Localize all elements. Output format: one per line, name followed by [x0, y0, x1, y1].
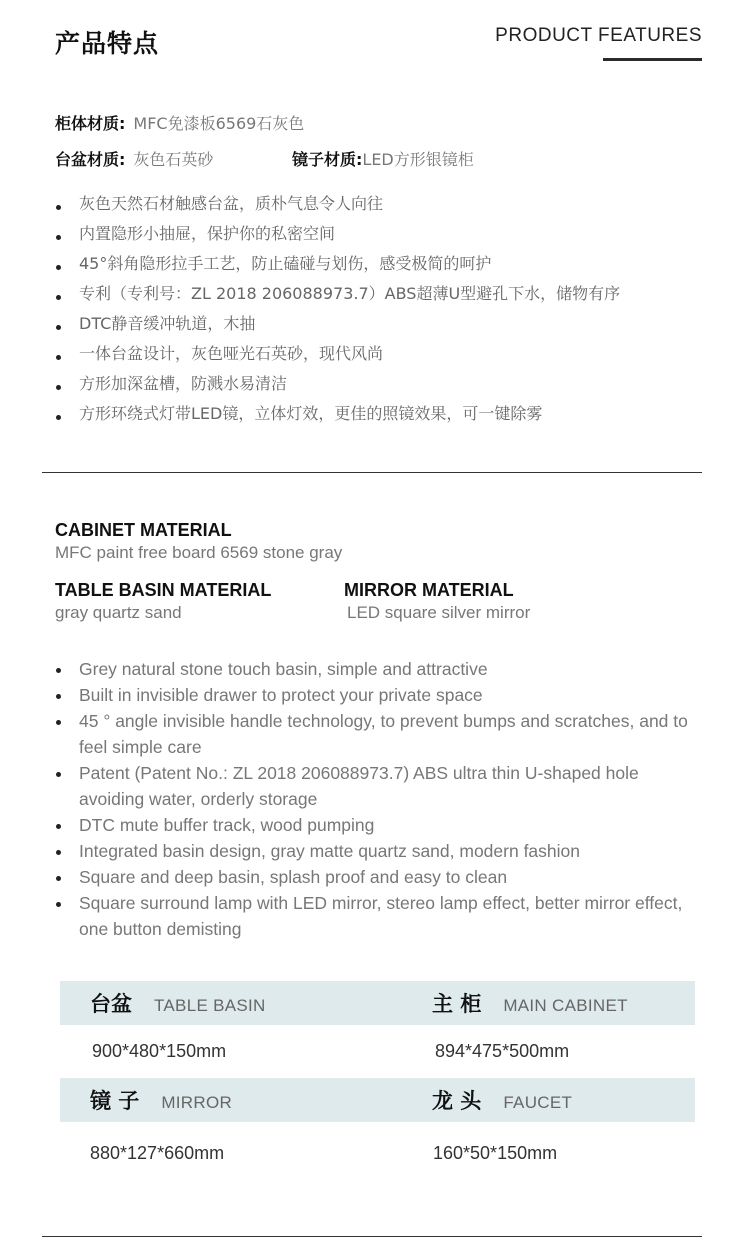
material-specs-cn	[55, 104, 705, 176]
section-divider	[42, 472, 702, 473]
cabinet-heading-en: MAIN CABINET	[503, 996, 628, 1015]
basin-material-label: 台盆材质:	[55, 149, 126, 169]
basin-heading	[90, 988, 266, 1018]
dims-header-row-2	[60, 1078, 695, 1122]
dims-value-row-2	[60, 1122, 695, 1184]
list-item: DTC mute buffer track, wood pumping	[55, 812, 705, 838]
cabinet-material-block	[55, 520, 342, 563]
list-item: 灰色天然石材触感台盆，质朴气息令人向往	[55, 189, 715, 219]
mirror-material-value-en: LED square silver mirror	[347, 603, 531, 622]
list-item: 专利（专利号：ZL 2018 206088973.7）ABS超薄U型避孔下水，储物有序	[55, 279, 715, 309]
dimensions-table	[60, 981, 695, 1184]
feature-list-cn	[55, 189, 715, 429]
list-item: Integrated basin design, gray matte quartz sand, modern fashion	[55, 838, 705, 864]
list-item: DTC静音缓冲轨道，木抽	[55, 309, 715, 339]
basin-material-label-en: TABLE BASIN MATERIAL	[55, 580, 272, 600]
list-item: Square and deep basin, splash proof and easy to clean	[55, 864, 705, 890]
faucet-heading	[432, 1085, 572, 1115]
list-item: Patent (Patent No.: ZL 2018 206088973.7) ABS ultra thin U-shaped hole avoiding water, orderly storage	[55, 760, 705, 812]
basin-heading-en: TABLE BASIN	[154, 996, 266, 1015]
mirror-heading	[90, 1085, 232, 1115]
faucet-heading-cn: 龙 头	[432, 1089, 482, 1113]
mirror-material-value: LED方形银镜柜	[362, 149, 474, 169]
mirror-material-block	[344, 580, 530, 623]
list-item: 方形环绕式灯带LED镜，立体灯效，更佳的照镜效果，可一键除雾	[55, 399, 715, 429]
list-item: 一体台盆设计，灰色哑光石英砂，现代风尚	[55, 339, 715, 369]
mirror-material-label: 镜子材质:	[292, 149, 363, 169]
cabinet-material-label: 柜体材质:	[55, 113, 126, 133]
mirror-dimension: 880*127*660mm	[90, 1142, 225, 1163]
basin-dimension: 900*480*150mm	[92, 1041, 227, 1061]
list-item: 45°斜角隐形拉手工艺，防止磕碰与划伤，感受极简的呵护	[55, 249, 715, 279]
list-item: Built in invisible drawer to protect your private space	[55, 682, 705, 708]
cabinet-dimension: 894*475*500mm	[435, 1041, 570, 1061]
faucet-heading-en: FAUCET	[503, 1093, 573, 1112]
spec-row-cabinet	[55, 104, 705, 140]
basin-heading-cn: 台盆	[90, 992, 132, 1016]
list-item: 45 ° angle invisible handle technology, to prevent bumps and scratches, and to feel simple care	[55, 708, 705, 760]
list-item: 方形加深盆槽，防溅水易清洁	[55, 369, 715, 399]
list-item: Square surround lamp with LED mirror, stereo lamp effect, better mirror effect, one button demisting	[55, 890, 705, 942]
list-item: Grey natural stone touch basin, simple and attractive	[55, 656, 705, 682]
section-header	[0, 0, 750, 70]
mirror-material-group	[292, 147, 474, 170]
cabinet-heading	[432, 988, 628, 1018]
cabinet-material-label-en: CABINET MATERIAL	[55, 520, 232, 540]
mirror-heading-en: MIRROR	[161, 1093, 233, 1112]
cabinet-material-value: MFC免漆板6569石灰色	[133, 113, 305, 133]
cabinet-material-value-en: MFC paint free board 6569 stone gray	[55, 543, 343, 562]
feature-list-en	[55, 656, 705, 942]
basin-material-value-en: gray quartz sand	[55, 603, 182, 622]
cabinet-heading-cn: 主 柜	[432, 992, 482, 1016]
list-item: 内置隐形小抽屉，保护你的私密空间	[55, 219, 715, 249]
basin-material-block	[55, 580, 271, 623]
page-title-en: PRODUCT FEATURES	[495, 25, 702, 46]
basin-material-value: 灰色石英砂	[133, 149, 214, 169]
dims-value-row-1	[60, 1025, 695, 1078]
spec-row-basin-mirror	[55, 140, 705, 176]
title-underline	[603, 58, 702, 61]
mirror-heading-cn: 镜 子	[90, 1089, 140, 1113]
dims-header-row-1	[60, 981, 695, 1025]
page-title-cn: 产品特点	[55, 29, 160, 58]
mirror-material-label-en: MIRROR MATERIAL	[344, 580, 514, 600]
faucet-dimension: 160*50*150mm	[433, 1142, 558, 1163]
